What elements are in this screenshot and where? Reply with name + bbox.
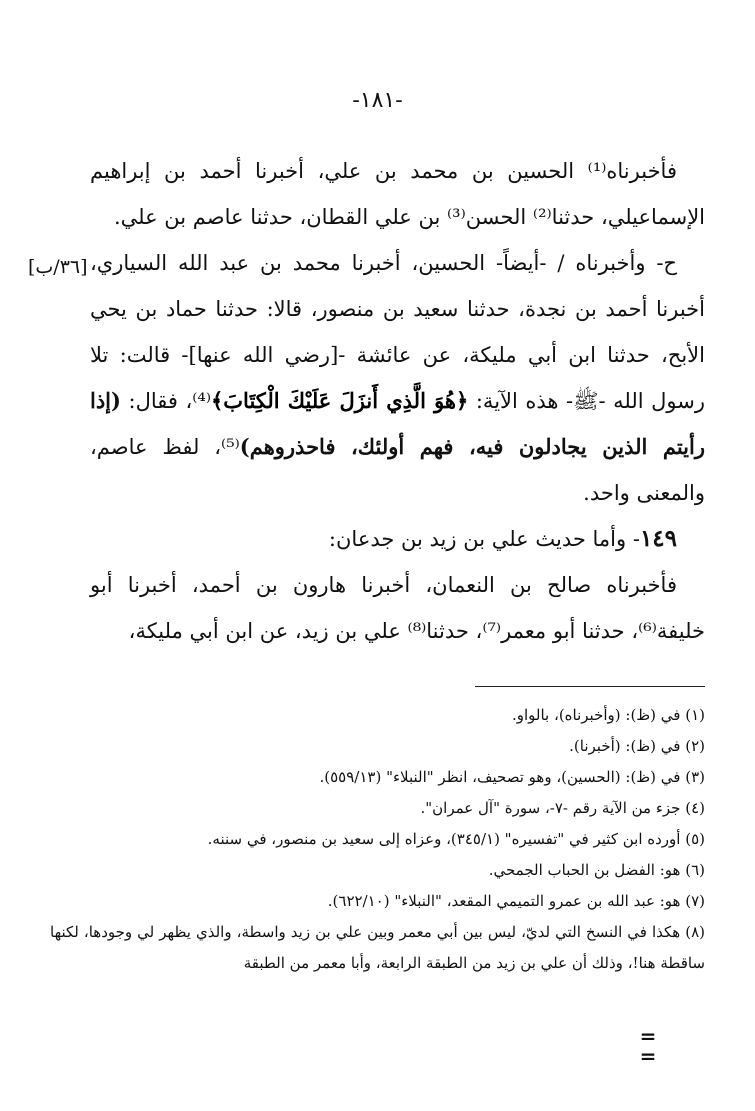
- text-line: فأخبرناه⁽¹⁾ الحسين بن محمد بن علي، أخبرنا أحمد بن إبراهيم الإسماعيلي،: [90, 159, 705, 229]
- quran-verse: ﴿هُوَ الَّذِي أَنزَلَ عَلَيْكَ الْكِتَابَ﴾: [210, 388, 469, 413]
- footnote-2: (٢) في (ظ): (أخبرنا).: [569, 737, 705, 755]
- text-line: رسول الله -ﷺ- هذه الآية:: [468, 389, 705, 413]
- text-line: أخبرنا أحمد بن نجدة، حدثنا سعيد بن منصور، قالا: حدثنا حماد بن يحي: [90, 297, 705, 321]
- footnotes: [50, 700, 705, 979]
- footnote-3: (٣) في (ظ): (الحسين)، وهو تصحيف، انظر "النبلاء" (٥٥٩/١٣).: [319, 768, 705, 786]
- paragraph-2: [90, 240, 705, 516]
- paragraph-4: [90, 562, 705, 654]
- margin-manuscript-reference: [٣٦/ب]: [28, 256, 88, 278]
- text-line: ح- وأخبرناه / -أيضاً- الحسين، أخبرنا محمد بن عبد الله السياري،: [90, 251, 677, 275]
- footnote-8: (٨) هكذا في النسخ التي لديّ، ليس بين أبي معمر وبين علي بن زيد واسطة، والذي يظهر لي وجودها، لكنها ساقطة هنا!، وذلك أن علي بن زيد من الطبقة الرابعة، وأبا معمر من الطبقة: [50, 923, 705, 972]
- footnote-divider: [475, 686, 705, 687]
- hadith-number: ١٤٩: [639, 525, 677, 552]
- footnote-6: (٦) هو: الفضل بن الحباب الجمحي.: [488, 861, 705, 879]
- footnote-5: (٥) أورده ابن كثير في "تفسيره" (٣٤٥/١)، وعزاه إلى سعيد بن منصور، في سننه.: [207, 830, 705, 848]
- text-line: فأخبرناه صالح بن النعمان، أخبرنا هارون بن أحمد، أخبرنا أبو خليفة⁽⁶⁾،: [90, 573, 705, 643]
- footnote-7: (٧) هو: عبد الله بن عمرو التميمي المقعد، "النبلاء" (٦٢٢/١٠).: [327, 892, 705, 910]
- text-line: ⁽⁵⁾، لفظ عاصم،: [90, 435, 240, 459]
- hadith-text: (إذا رأيتم الذين يجادلون فيه، فهم أولئك، فاحذروهم): [90, 388, 705, 459]
- paragraph-1: [90, 148, 705, 240]
- footnote-4: (٤) جزء من الآية رقم -٧-، سورة "آل عمران".: [420, 799, 705, 817]
- text-line: حدثنا⁽²⁾ الحسن⁽³⁾ بن علي القطان، حدثنا عاصم بن علي.: [113, 205, 595, 229]
- page-number: -١٨١-: [352, 88, 403, 113]
- main-text: [90, 148, 705, 654]
- footnote-1: (١) في (ظ): (وأخبرناه)، بالواو.: [511, 706, 705, 724]
- text-line: ⁽⁴⁾، فقال:: [128, 389, 211, 413]
- continuation-mark: = =: [639, 1024, 657, 1068]
- text-line: والمعنى واحد.: [583, 481, 705, 505]
- text-line: الأبح، حدثنا ابن أبي مليكة، عن عائشة -[رضي الله عنها]- قالت: تلا: [90, 343, 705, 367]
- text-line: - وأما حديث علي بن زيد بن جدعان:: [328, 527, 640, 551]
- text-line: حدثنا أبو معمر⁽⁷⁾، حدثنا⁽⁸⁾ علي بن زيد، عن ابن أبي مليكة،: [128, 619, 625, 643]
- paragraph-3: [90, 516, 705, 562]
